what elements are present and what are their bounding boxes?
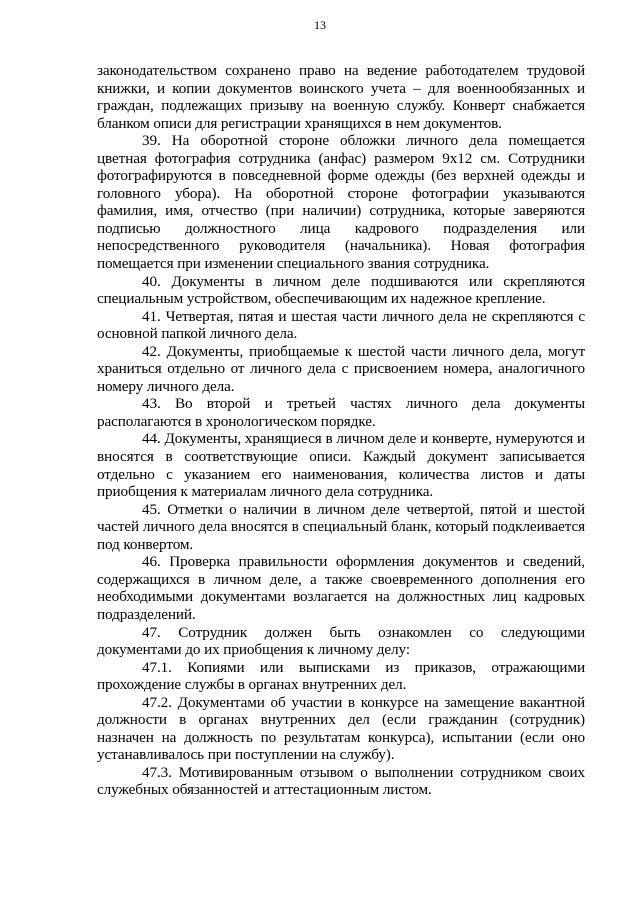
paragraph-46: 46. Проверка правильности оформления документов и сведений, содержащихся в личном деле, а также своевременного дополнения его необходимыми документами возлагается на должностных лиц кадровых подразделений. bbox=[97, 553, 585, 623]
paragraph-47-2: 47.2. Документами об участии в конкурсе на замещение вакантной должности в органах внутренних дел (если гражданин (сотрудник) назначен на должность по результатам конкурса), испытании (если оно устанавливалось при поступлении на службу). bbox=[97, 693, 585, 764]
paragraph-39: 39. На оборотной стороне обложки личного дела помещается цветная фотография сотрудника (анфас) размером 9x12 см. Сотрудники фотографируются в повседневной форме одежды (без верхней одежды и головного убора). На оборотной стороне фотографии указываются фамилия, имя, отчество (при наличии) сотрудника, которые заверяются подписью должностного лица кадрового подразделения или непосредственного руководителя (начальника). Новая фотография помещается при изменении специального звания сотрудника. bbox=[97, 132, 585, 273]
paragraph-45: 45. Отметки о наличии в личном деле четвертой, пятой и шестой частей личного дела вносятся в специальный бланк, который подклеивается под конвертом. bbox=[97, 500, 585, 553]
paragraph-continuation: законодательством сохранено право на ведение работодателем трудовой книжки, и копии документов воинского учета – для военнообязанных и граждан, подлежащих призыву на военную службу. Конверт снабжается бланком описи для регистрации хранящихся в нем документов. bbox=[97, 62, 585, 132]
page-number: 13 bbox=[314, 18, 326, 32]
paragraph-41: 41. Четвертая, пятая и шестая части личного дела не скрепляются с основной папкой личного дела. bbox=[97, 307, 585, 343]
paragraph-42: 42. Документы, приобщаемые к шестой части личного дела, могут храниться отдельно от личного дела с присвоением номера, аналогичного номеру личного дела. bbox=[97, 342, 585, 395]
paragraph-43: 43. Во второй и третьей частях личного дела документы располагаются в хронологическом порядке. bbox=[97, 395, 585, 430]
paragraph-47-3: 47.3. Мотивированным отзывом о выполнении сотрудником своих служебных обязанностей и аттестационным листом. bbox=[97, 763, 585, 799]
paragraph-47-1: 47.1. Копиями или выписками из приказов, отражающими прохождение службы в органах внутренних дел. bbox=[97, 658, 585, 694]
document-body bbox=[97, 62, 585, 799]
paragraph-44: 44. Документы, хранящиеся в личном деле и конверте, нумеруются и вносятся в соответствующие описи. Каждый документ записывается отдельно с указанием его наименования, количества листов и даты приобщения к материалам личного дела сотрудника. bbox=[97, 430, 585, 501]
paragraph-47: 47. Сотрудник должен быть ознакомлен со следующими документами до их приобщения к личному делу: bbox=[97, 623, 585, 659]
paragraph-40: 40. Документы в личном деле подшиваются или скрепляются специальным устройством, обеспечивающим их надежное крепление. bbox=[97, 272, 585, 308]
